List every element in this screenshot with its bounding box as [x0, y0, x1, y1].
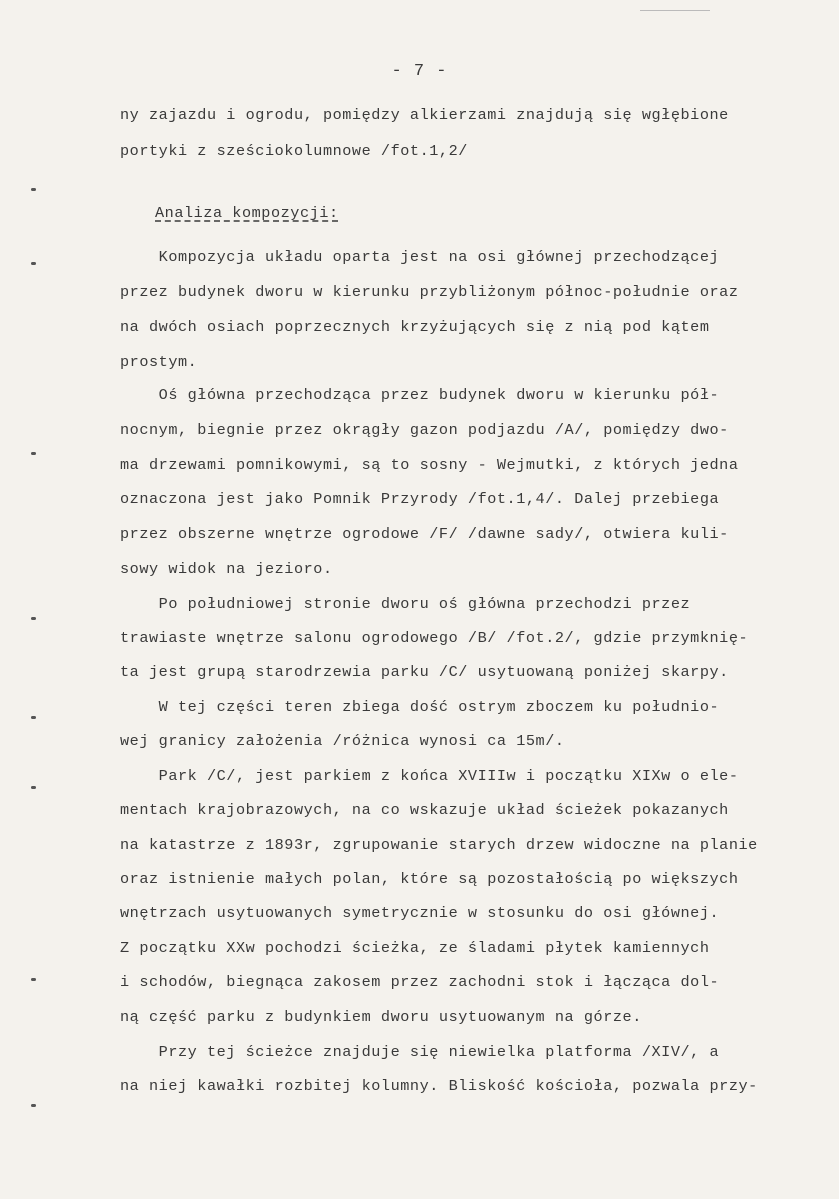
- text-line: Kompozycja układu oparta jest na osi głównej przechodzącej: [120, 248, 720, 266]
- margin-mark: [31, 786, 36, 789]
- text-line: ny zajazdu i ogrodu, pomiędzy alkierzami znajdują się wgłębione: [120, 106, 729, 124]
- margin-mark: [31, 617, 36, 620]
- page-number: - 7 -: [391, 62, 448, 81]
- text-line: ną część parku z budynkiem dworu usytuowanym na górze.: [120, 1008, 642, 1026]
- text-line: portyki z sześciokolumnowe /fot.1,2/: [120, 142, 468, 160]
- margin-mark: [31, 978, 36, 981]
- text-line: wnętrzach usytuowanych symetrycznie w stosunku do osi głównej.: [120, 904, 720, 922]
- text-line: prostym.: [120, 353, 198, 371]
- text-line: Przy tej ścieżce znajduje się niewielka platforma /XIV/, a: [120, 1043, 720, 1061]
- text-line: W tej części teren zbiega dość ostrym zboczem ku południo-: [120, 698, 720, 716]
- scan-artifact: [640, 10, 710, 11]
- margin-mark: [31, 262, 36, 265]
- text-line: Oś główna przechodząca przez budynek dworu w kierunku pół-: [120, 386, 720, 404]
- text-line: przez obszerne wnętrze ogrodowe /F/ /dawne sady/, otwiera kuli-: [120, 525, 729, 543]
- text-line: Z początku XXw pochodzi ścieżka, ze śladami płytek kamiennych: [120, 939, 710, 957]
- text-line: trawiaste wnętrze salonu ogrodowego /B/ /fot.2/, gdzie przymknię-: [120, 629, 749, 647]
- text-line: oznaczona jest jako Pomnik Przyrody /fot.1,4/. Dalej przebiega: [120, 490, 720, 508]
- text-line: mentach krajobrazowych, na co wskazuje układ ścieżek pokazanych: [120, 801, 729, 819]
- text-line: nocnym, biegnie przez okrągły gazon podjazdu /A/, pomiędzy dwo-: [120, 421, 729, 439]
- text-line: ma drzewami pomnikowymi, są to sosny - Wejmutki, z których jedna: [120, 456, 739, 474]
- text-line: sowy widok na jezioro.: [120, 560, 333, 578]
- margin-mark: [31, 716, 36, 719]
- text-line: Park /C/, jest parkiem z końca XVIIIw i początku XIXw o ele-: [120, 767, 739, 785]
- margin-mark: [31, 1104, 36, 1107]
- text-line: na katastrze z 1893r, zgrupowanie starych drzew widoczne na planie: [120, 836, 758, 854]
- text-line: wej granicy założenia /różnica wynosi ca 15m/.: [120, 732, 565, 750]
- margin-mark: [31, 188, 36, 191]
- section-heading: Analiza kompozycji:: [155, 204, 339, 222]
- text-line: ta jest grupą starodrzewia parku /C/ usytuowaną poniżej skarpy.: [120, 663, 729, 681]
- text-line: oraz istnienie małych polan, które są pozostałością po większych: [120, 870, 739, 888]
- text-line: na niej kawałki rozbitej kolumny. Bliskość kościoła, pozwala przy-: [120, 1077, 758, 1095]
- text-line: przez budynek dworu w kierunku przybliżonym północ-południe oraz: [120, 283, 739, 301]
- margin-mark: [31, 452, 36, 455]
- text-line: na dwóch osiach poprzecznych krzyżujących się z nią pod kątem: [120, 318, 710, 336]
- text-line: Po południowej stronie dworu oś główna przechodzi przez: [120, 595, 691, 613]
- text-line: i schodów, biegnąca zakosem przez zachodni stok i łącząca dol-: [120, 973, 720, 991]
